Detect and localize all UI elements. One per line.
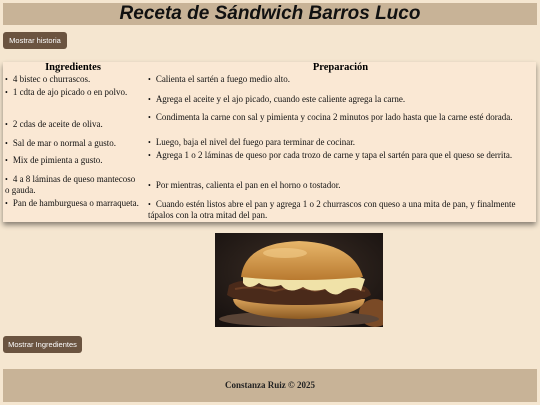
page-footer: [3, 369, 537, 402]
preparation-title: Preparación: [312, 62, 369, 73]
list-item: • 4 a 8 láminas de queso mantecoso o gauda.: [5, 174, 136, 195]
list-item: • Agrega 1 o 2 láminas de queso por cada trozo de carne y tapa el sartén para que el queso se derrita.: [148, 150, 513, 160]
list-item: • Pan de hamburguesa o marraqueta.: [5, 198, 139, 208]
ingredients-column: [3, 62, 143, 208]
list-item: • Calienta el sartén a fuego medio alto.: [148, 74, 291, 84]
list-item: • Sal de mar o normal a gusto.: [5, 138, 117, 148]
list-item: • Cuando estén listos abre el pan y agrega 1 o 2 churrascos con queso a una mita de pan, y finalmente tápalos con la otra mitad del pan.: [148, 199, 516, 220]
list-item: • Agrega el aceite y el ajo picado, cuando este caliente agrega la carne.: [148, 94, 406, 104]
page-header: [3, 3, 537, 25]
sandwich-illustration: [215, 233, 383, 327]
list-item: • 1 cdta de ajo picado o en polvo.: [5, 87, 128, 97]
list-item: • Mix de pimienta a gusto.: [5, 155, 103, 165]
recipe-card: [3, 62, 536, 222]
list-item: • Condimenta la carne con sal y pimienta y cocina 2 minutos por lado hasta que la carne esté dorada.: [148, 112, 513, 122]
list-item: • Luego, baja el nivel del fuego para terminar de cocinar.: [148, 137, 355, 147]
ingredients-title: Ingredientes: [45, 62, 101, 73]
list-item: • 2 cdas de aceite de oliva.: [5, 119, 103, 129]
show-ingredients-button[interactable]: Mostrar Ingredientes: [3, 336, 82, 353]
page-title: Receta de Sándwich Barros Luco: [119, 3, 421, 24]
show-history-button[interactable]: Mostrar historia: [3, 32, 67, 49]
list-item: • 4 bistec o churrascos.: [5, 74, 91, 84]
preparation-column: [146, 62, 535, 220]
sandwich-photo: [215, 233, 383, 327]
footer-text: Constanza Ruiz © 2025: [225, 380, 315, 390]
list-item: • Por mientras, calienta el pan en el horno o tostador.: [148, 180, 341, 190]
